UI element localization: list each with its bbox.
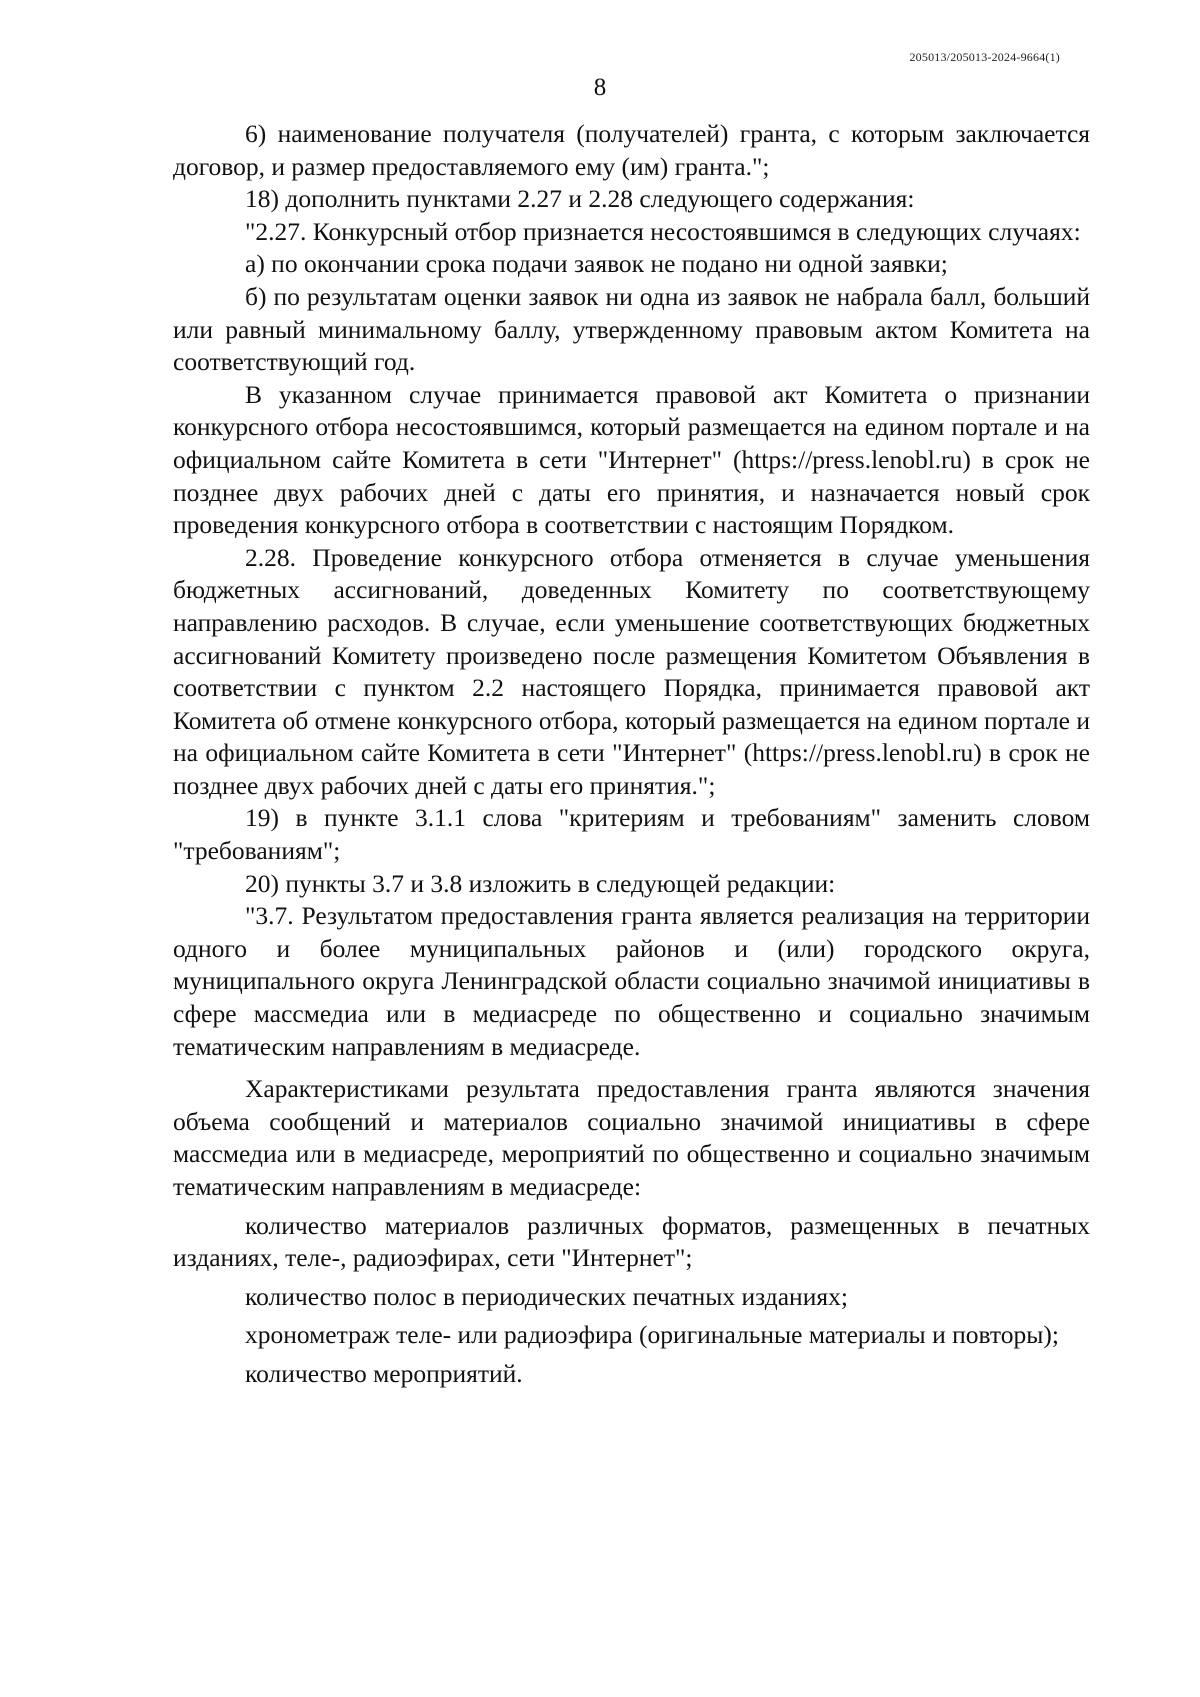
document-id: 205013/205013-2024-9664(1): [909, 50, 1060, 64]
paragraph-2-28: 2.28. Проведение конкурсного отбора отменяется в случае уменьшения бюджетных ассигнований, доведенных Комитету по соответствующему направлению расходов. В случае, если уменьшение соответствующих бюджетных ассигнований Комитету произведено после размещения Комитетом Объявления в соответствии с пунктом 2.2 настоящего Порядка, принимается правовой акт Комитета об отмене конкурсного отбора, который размещается на едином портале и на официальном сайте Комитета в сети "Интернет" (https://press.lenobl.ru) в срок не позднее двух рабочих дней с даты его принятия.";: [173, 542, 1090, 800]
paragraph-subitem-b: б) по результатам оценки заявок ни одна из заявок не набрала балл, больший или равный минимальному баллу, утвержденному правовым актом Комитета на соответствующий год.: [173, 281, 1090, 377]
paragraph-subitem-a: а) по окончании срока подачи заявок не подано ни одной заявки;: [245, 249, 948, 279]
paragraph-characteristics: Характеристиками результата предоставления гранта являются значения объема сообщений и материалов социально значимой инициативы в сфере массмедиа или в медиасреде, мероприятий по общественно и социально значимым тематическим направлениям в медиасреде:: [173, 1074, 1090, 1201]
paragraph-materials-count: количество материалов различных форматов, размещенных в печатных изданиях, теле-, радиоэфирах, сети "Интернет";: [173, 1210, 1090, 1273]
paragraph-pages-count: количество полос в периодических печатных изданиях;: [245, 1281, 848, 1311]
paragraph-airtime: хронометраж теле- или радиоэфира (оригинальные материалы и повторы);: [245, 1320, 1059, 1350]
paragraph-item-20: 20) пункты 3.7 и 3.8 изложить в следующей редакции:: [245, 868, 836, 898]
document-body: [173, 118, 1090, 1391]
paragraph-failed-selection: В указанном случае принимается правовой акт Комитета о признании конкурсного отбора несостоявшимся, который размещается на едином портале и на официальном сайте Комитета в сети "Интернет" (https://press.lenobl.ru) в срок не позднее двух рабочих дней с даты его принятия, и назначается новый срок проведения конкурсного отбора в соответствии с настоящим Порядком.: [173, 379, 1090, 540]
paragraph-2-27: "2.27. Конкурсный отбор признается несостоявшимся в следующих случаях:: [245, 216, 1081, 246]
paragraph-item-18: 18) дополнить пунктами 2.27 и 2.28 следующего содержания:: [245, 184, 915, 214]
paragraph-3-7: "3.7. Результатом предоставления гранта является реализация на территории одного и более муниципальных районов и (или) городского округа, муниципального округа Ленинградской области социально значимой инициативы в сфере массмедиа или в медиасреде по общественно и социально значимым тематическим направлениям в медиасреде.: [173, 901, 1090, 1061]
paragraph-item-19: 19) в пункте 3.1.1 слова "критериям и требованиям" заменить словом "требованиям";: [173, 803, 1090, 866]
page-number: 8: [593, 74, 607, 101]
paragraph-events-count: количество мероприятий.: [245, 1358, 523, 1388]
paragraph-item-6: 6) наименование получателя (получателей) гранта, с которым заключается договор, и размер предоставляемого ему (им) гранта.";: [173, 119, 1090, 181]
